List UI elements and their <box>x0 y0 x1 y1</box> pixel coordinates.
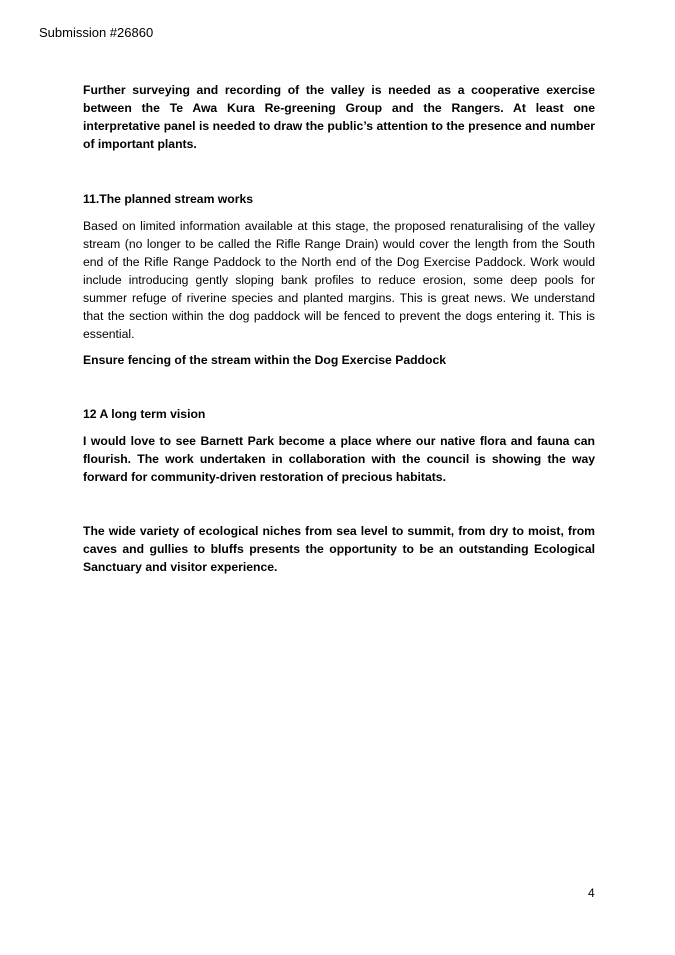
page-number: 4 <box>588 886 595 900</box>
paragraph-stream-works: Based on limited information available at this stage, the proposed renaturalising of the valley stream (no longer to be called the Rifle Range Drain) would cover the length from the South end of the Rifle Range Paddock to the North end of the Dog Exercise Paddock. Work would include introducing gently sloping bank profiles to reduce erosion, some deep pools for summer refuge of riverine species and planted margins. This is great news. We understand that the section within the dog paddock will be fenced to prevent the dogs entering it. This is essential. <box>83 219 595 341</box>
paragraph-survey: Further surveying and recording of the valley is needed as a cooperative exercise between the Te Awa Kura Re-greening Group and the Rangers. At least one interpretative panel is needed to draw the public’s attention to the presence and number of important plants. <box>83 83 595 151</box>
submission-header: Submission #26860 <box>39 25 154 40</box>
paragraph-ecological-niches: The wide variety of ecological niches from sea level to summit, from dry to moist, from caves and gullies to bluffs presents the opportunity to be an outstanding Ecological Sanctuary and visitor experience. <box>83 524 595 574</box>
heading-long-term-vision: 12 A long term vision <box>83 407 206 421</box>
heading-stream-works: 11.The planned stream works <box>83 192 254 206</box>
paragraph-vision: I would love to see Barnett Park become a place where our native flora and fauna can flourish. The work undertaken in collaboration with the council is showing the way forward for community-driven restoration of precious habitats. <box>83 434 595 484</box>
document-body <box>83 81 595 576</box>
recommendation-fencing: Ensure fencing of the stream within the Dog Exercise Paddock <box>83 353 447 367</box>
